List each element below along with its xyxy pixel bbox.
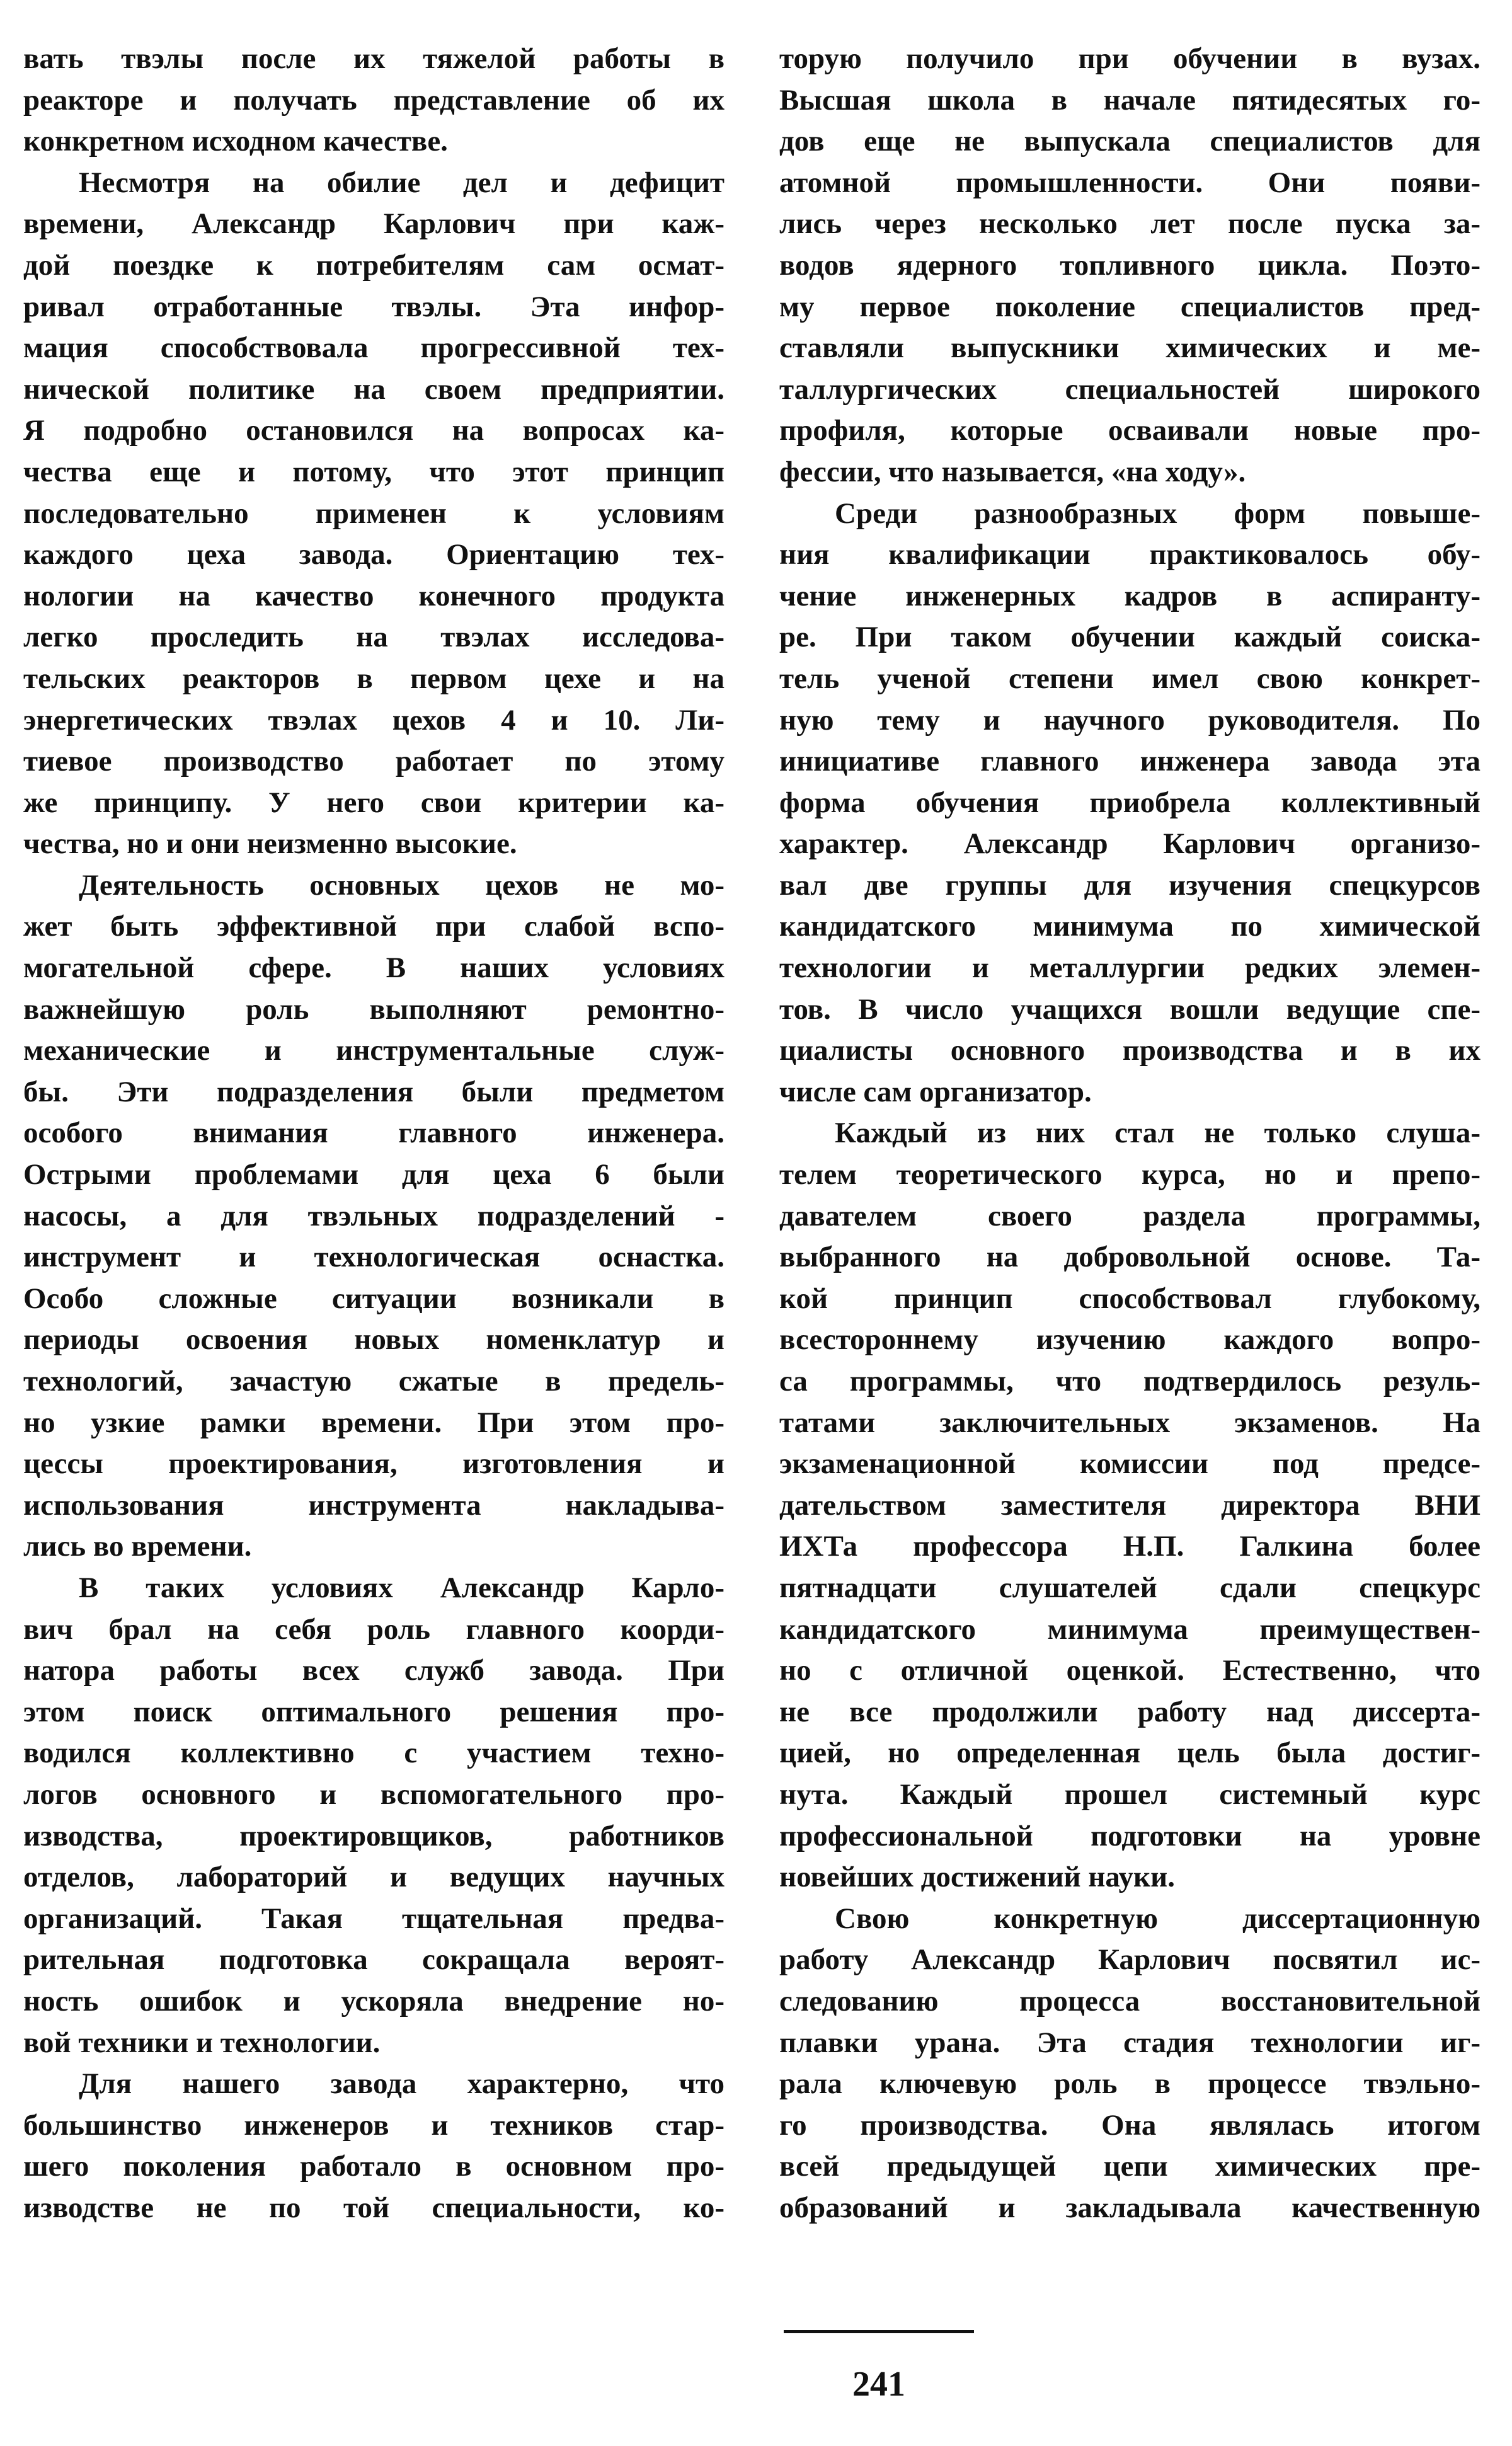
text-line: инициативе главного инженера завода эта	[779, 745, 1480, 778]
text-line: экзаменационной комиссии под предсе-	[779, 1447, 1480, 1481]
text-line: форма обучения приобрела коллективный	[779, 786, 1480, 819]
text-line: Острыми проблемами для цеха 6 были	[23, 1158, 724, 1191]
paragraph	[23, 2064, 724, 2229]
text-line: торую получило при обучении в вузах.	[779, 42, 1480, 75]
text-line: дательством заместителя директора ВНИ	[779, 1488, 1480, 1522]
text-line: водился коллективно с участием техно-	[23, 1737, 724, 1770]
text-line: насосы, а для твэльных подразделений -	[23, 1199, 724, 1232]
text-line: жет быть эффективной при слабой вспо-	[23, 910, 724, 943]
text-line: бы. Эти подразделения были предметом	[23, 1075, 724, 1108]
paragraph	[779, 1898, 1480, 2229]
text-line: но узкие рамки времени. При этом про-	[23, 1406, 724, 1439]
text-line: образований и закладывала качественную	[779, 2191, 1480, 2224]
text-line: цессы проектирования, изготовления и	[23, 1447, 724, 1481]
text-line: Несмотря на обилие дел и дефицит	[79, 166, 724, 199]
paragraph	[23, 1568, 724, 2064]
text-line: нической политике на своем предприятии.	[23, 372, 724, 406]
text-line: всестороннему изучению каждого вопро-	[779, 1323, 1480, 1357]
text-line: са программы, что подтвердилось резуль-	[779, 1365, 1480, 1398]
paragraph	[23, 163, 724, 865]
text-line: дов еще не выпускала специалистов для	[779, 125, 1480, 158]
text-line: цией, но определенная цель была достиг-	[779, 1737, 1480, 1770]
text-line: технологий, зачастую сжатые в предель-	[23, 1365, 724, 1398]
text-line: таллургических специальностей широкого	[779, 372, 1480, 406]
text-line: числе сам организатор.	[779, 1075, 1092, 1108]
text-line: ность ошибок и ускоряла внедрение но-	[23, 1984, 724, 2018]
text-line: кандидатского минимума преимуществен-	[779, 1612, 1480, 1646]
text-line: большинство инженеров и техников стар-	[23, 2108, 724, 2142]
text-line: В таких условиях Александр Карло-	[79, 1571, 724, 1604]
text-line: водов ядерного топливного цикла. Поэто-	[779, 248, 1480, 282]
paragraph	[779, 1113, 1480, 1898]
text-line: циалисты основного производства и в их	[779, 1034, 1480, 1067]
text-line: нута. Каждый прошел системный курс	[779, 1777, 1480, 1811]
page-number: 241	[852, 2365, 905, 2404]
text-line: работу Александр Карлович посвятил ис-	[779, 1943, 1480, 1977]
text-line: не все продолжили работу над диссерта-	[779, 1695, 1480, 1728]
text-line: го производства. Она являлась итогом	[779, 2108, 1480, 2142]
text-line: атомной промышленности. Они появи-	[779, 166, 1480, 199]
text-line: ИХТа профессора Н.П. Галкина более	[779, 1530, 1480, 1563]
text-line: тов. В число учащихся вошли ведущие спе-	[779, 992, 1480, 1026]
text-line: му первое поколение специалистов пред-	[779, 290, 1480, 323]
paragraph	[23, 865, 724, 1568]
text-line: Особо сложные ситуации возникали в	[23, 1282, 724, 1315]
text-line: ре. При таком обучении каждый соиска-	[779, 621, 1480, 654]
left-column	[23, 38, 724, 2229]
text-line: Высшая школа в начале пятидесятых го-	[779, 83, 1480, 117]
text-line: вич брал на себя роль главного коорди-	[23, 1612, 724, 1646]
text-line: ривал отработанные твэлы. Эта инфор-	[23, 290, 724, 323]
text-line: но с отличной оценкой. Естественно, что	[779, 1654, 1480, 1687]
text-line: ставляли выпускники химических и ме-	[779, 331, 1480, 365]
text-line: плавки урана. Эта стадия технологии иг-	[779, 2026, 1480, 2059]
text-line: фессии, что называется, «на ходу».	[779, 455, 1246, 488]
text-line: натора работы всех служб завода. При	[23, 1654, 724, 1687]
text-line: рала ключевую роль в процессе твэльно-	[779, 2067, 1480, 2101]
text-line: этом поиск оптимального решения про-	[23, 1695, 724, 1728]
text-line: же принципу. У него свои критерии ка-	[23, 786, 724, 819]
text-line: могательной сфере. В наших условиях	[23, 951, 724, 985]
text-line: изводства, проектировщиков, работников	[23, 1819, 724, 1852]
text-line: давателем своего раздела программы,	[779, 1199, 1480, 1232]
text-line: пятнадцати слушателей сдали спецкурс	[779, 1571, 1480, 1604]
text-line: вать твэлы после их тяжелой работы в	[23, 42, 724, 75]
text-line: последовательно применен к условиям	[23, 497, 724, 530]
text-line: выбранного на добровольной основе. Та-	[779, 1241, 1480, 1274]
text-line: кой принцип способствовал глубокому,	[779, 1282, 1480, 1315]
paragraph	[779, 493, 1480, 1113]
text-line: чества еще и потому, что этот принцип	[23, 455, 724, 488]
text-line: чества, но и они неизменно высокие.	[23, 827, 517, 861]
text-line: Для нашего завода характерно, что	[79, 2067, 724, 2101]
paragraph	[23, 38, 724, 163]
text-line: профессиональной подготовки на уровне	[779, 1819, 1480, 1852]
text-line: реакторе и получать представление об их	[23, 83, 724, 117]
text-line: лись во времени.	[23, 1530, 252, 1563]
text-line: кандидатского минимума по химической	[779, 910, 1480, 943]
text-line: татами заключительных экзаменов. На	[779, 1406, 1480, 1439]
text-line: периоды освоения новых номенклатур и	[23, 1323, 724, 1357]
text-line: телем теоретического курса, но и препо-	[779, 1158, 1480, 1191]
text-line: ную тему и научного руководителя. По	[779, 703, 1480, 737]
text-line: новейших достижений науки.	[779, 1861, 1175, 1894]
text-line: важнейшую роль выполняют ремонтно-	[23, 992, 724, 1026]
text-line: изводстве не по той специальности, ко-	[23, 2191, 724, 2224]
text-line: энергетических твэлах цехов 4 и 10. Ли-	[23, 703, 724, 737]
text-line: Свою конкретную диссертационную	[835, 1902, 1480, 1935]
text-line: вой техники и технологии.	[23, 2026, 381, 2059]
text-line: организаций. Такая тщательная предва-	[23, 1902, 724, 1935]
text-line: следованию процесса восстановительной	[779, 1984, 1480, 2018]
text-line: отделов, лабораторий и ведущих научных	[23, 1861, 724, 1894]
text-line: Среди разнообразных форм повыше-	[835, 497, 1480, 530]
text-line: дой поездке к потребителям сам осмат-	[23, 248, 724, 282]
text-line: механические и инструментальные служ-	[23, 1034, 724, 1067]
text-line: тель ученой степени имел свою конкрет-	[779, 662, 1480, 695]
text-line: тиевое производство работает по этому	[23, 745, 724, 778]
text-line: всей предыдущей цепи химических пре-	[779, 2150, 1480, 2183]
right-column	[779, 38, 1480, 2229]
paragraph	[779, 38, 1480, 493]
text-line: Деятельность основных цехов не мо-	[79, 868, 724, 902]
text-line: Я подробно остановился на вопросах ка-	[23, 414, 724, 447]
text-line: характер. Александр Карлович организо-	[779, 827, 1480, 861]
footer-rule	[784, 2330, 974, 2333]
text-line: использования инструмента накладыва-	[23, 1488, 724, 1522]
text-line: тельских реакторов в первом цехе и на	[23, 662, 724, 695]
text-line: конкретном исходном качестве.	[23, 125, 448, 158]
text-line: рительная подготовка сокращала вероят-	[23, 1943, 724, 1977]
text-line: Каждый из них стал не только слуша-	[835, 1117, 1480, 1150]
text-line: чение инженерных кадров в аспиранту-	[779, 579, 1480, 612]
text-line: лись через несколько лет после пуска за-	[779, 207, 1480, 241]
text-line: особого внимания главного инженера.	[23, 1117, 724, 1150]
text-line: логов основного и вспомогательного про-	[23, 1777, 724, 1811]
text-line: инструмент и технологическая оснастка.	[23, 1241, 724, 1274]
text-line: профиля, которые осваивали новые про-	[779, 414, 1480, 447]
text-line: мация способствовала прогрессивной тех-	[23, 331, 724, 365]
text-line: ния квалификации практиковалось обу-	[779, 538, 1480, 571]
text-line: технологии и металлургии редких элемен-	[779, 951, 1480, 985]
text-line: вал две группы для изучения спецкурсов	[779, 868, 1480, 902]
text-line: каждого цеха завода. Ориентацию тех-	[23, 538, 724, 571]
text-line: шего поколения работало в основном про-	[23, 2150, 724, 2183]
text-line: времени, Александр Карлович при каж-	[23, 207, 724, 241]
text-line: легко проследить на твэлах исследова-	[23, 621, 724, 654]
text-line: нологии на качество конечного продукта	[23, 579, 724, 612]
